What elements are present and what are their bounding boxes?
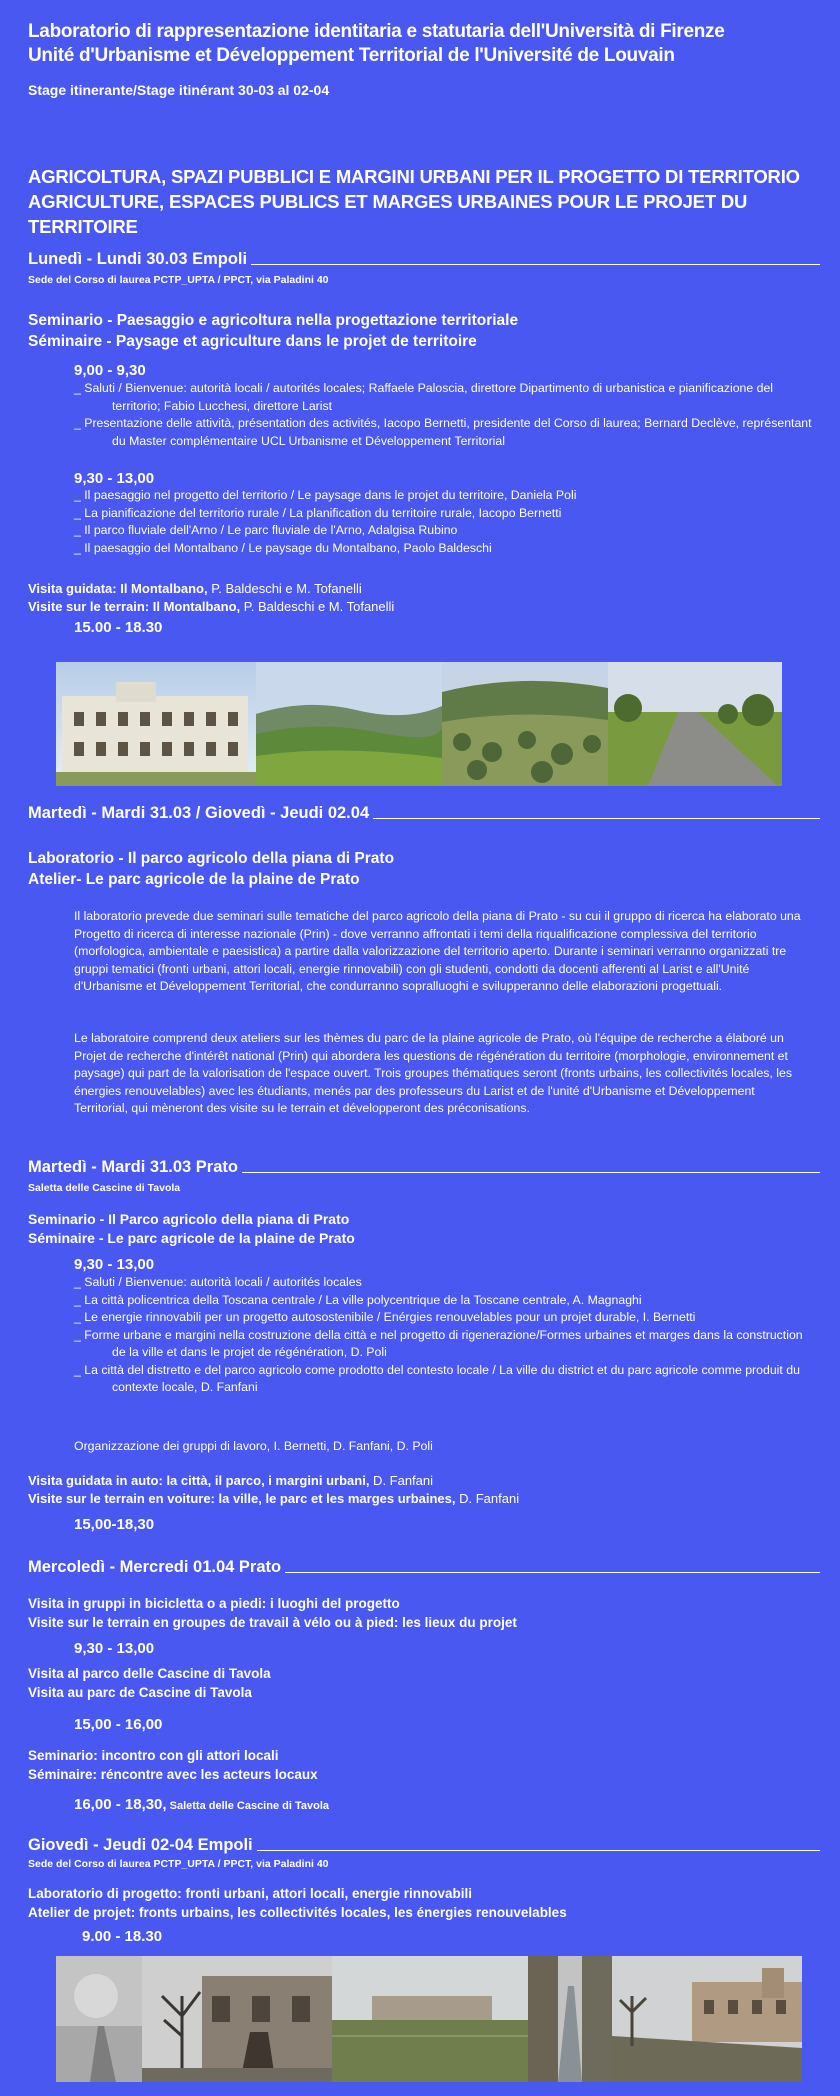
- day3-location: Saletta delle Cascine di Tavola: [28, 1182, 181, 1194]
- day1-heading-text: Lunedì - Lundi 30.03 Empoli: [28, 250, 248, 268]
- day4-heading-text: Mercoledì - Mercredi 01.04 Prato: [28, 1558, 282, 1576]
- day2-lab-fr: Atelier- Le parc agricole de la plaine de Prato: [28, 871, 360, 888]
- villa-photo: [56, 662, 256, 786]
- day5-location: Sede del Corso di laurea PCTP_UPTA / PPCT, via Paladini 40: [28, 1858, 329, 1870]
- day1-time-2: 9,30 - 13,00: [74, 470, 155, 487]
- list-item: _ La pianificazione del territorio rurale / La planification du territoire rurale, Iacopo Bernetti: [74, 505, 562, 520]
- day3-heading-text: Martedì - Mardi 31.03 Prato: [28, 1158, 238, 1176]
- day1-heading: [28, 250, 820, 269]
- day1-time-1: 9,00 - 9,30: [74, 362, 146, 379]
- day1-items-1: [74, 380, 814, 450]
- day3-heading: [28, 1158, 820, 1177]
- divider: [257, 1850, 820, 1851]
- list-item: _ Saluti / Bienvenue: autorità locali / autorités locales: [74, 1275, 362, 1289]
- farmhouse-photo: [142, 1956, 332, 2082]
- day5-heading: [28, 1836, 820, 1855]
- header-line-1: Laboratorio di rappresentazione identitaria e statutaria dell'Università di Firenze: [28, 21, 725, 42]
- day3-seminar: [28, 1210, 818, 1248]
- day3-time-2: 15,00-18,30: [74, 1516, 155, 1533]
- country-road-photo: [608, 662, 782, 786]
- day1-seminar-it: Seminario - Paesaggio e agricoltura nella progettazione territoriale: [28, 312, 519, 329]
- list-item: _ Il paesaggio del Montalbano / Le paysage du Montalbano, Paolo Baldeschi: [74, 540, 492, 555]
- day3-visit-it-title: Visita guidata in auto: la città, il parco, i margini urbani,: [28, 1473, 370, 1488]
- day3-time-1: 9,30 - 13,00: [74, 1256, 155, 1273]
- day3-visit-fr-title: Visite sur le terrain en voiture: la ville, le parc et les marges urbaines,: [28, 1491, 456, 1506]
- village-wall-photo: [612, 1956, 802, 2082]
- list-item: _ Il paesaggio nel progetto del territorio / Le paysage dans le projet du territoire, Daniela Poli: [74, 488, 577, 502]
- header: [28, 20, 818, 98]
- day1-visit-fr-guides: P. Baldeschi e M. Tofanelli: [240, 599, 395, 614]
- day2-lab: [28, 848, 818, 890]
- day5-lab-it: Laboratorio di progetto: fronti urbani, attori locali, energie rinnovabili: [28, 1886, 473, 1901]
- day4-seminar-it: Seminario: incontro con gli attori locali: [28, 1748, 279, 1763]
- foggy-path-photo: [56, 1956, 142, 2082]
- day1-visit-it: [28, 580, 818, 598]
- day2-heading: [28, 804, 820, 823]
- divider: [285, 1572, 820, 1573]
- day4-time-2: 15,00 - 16,00: [74, 1716, 163, 1733]
- rural-estate-photo: [332, 1956, 528, 2082]
- list-item: _ Le energie rinnovabili per un progetto autosostenibile / Enérgies renouvelables pour un projet durable, I. Bernetti: [74, 1310, 696, 1324]
- day1-visit-it-guides: P. Baldeschi e M. Tofanelli: [207, 581, 362, 596]
- day4-seminar-fr: Séminaire: réncontre avec les acteurs locaux: [28, 1767, 318, 1782]
- divider: [242, 1172, 820, 1173]
- day1-seminar-fr: Séminaire - Paysage et agriculture dans le projet de territoire: [28, 333, 477, 350]
- day1-visit: [28, 580, 818, 616]
- day4-park: [28, 1664, 818, 1702]
- day2-para-it: Il laboratorio prevede due seminari sulle tematiche del parco agricolo della piana di Prato - su cui il gruppo di ricerca ha elaborato una Progetto di ricerca di interesse nazionale (Prin) - dove verranno affrontati i temi della riqualificazione complessiva del territorio (morfologica, ambientale e paesistica) a partire dalla valorizzazione del territorio aperto. Durante i seminari verranno organizzati tre gruppi tematici (fronti urbani, attori locali, energie rinnovabili) con gli studenti, condotti da docenti afferenti al Larist e all'Unité d'Urbanisme et Développement Territorial, che condurranno sopralluoghi e svilupperanno delle elaborazioni progettuali.: [74, 909, 801, 993]
- day3-visit-fr-guide: D. Fanfani: [455, 1491, 520, 1506]
- list-item: _ La città del distretto e del parco agricolo come prodotto del contesto locale / La ville du district et du parc agricole comme produit du contexte locale, D. Fanfani: [74, 1362, 800, 1394]
- day4-time-3: [74, 1796, 329, 1813]
- header-line-2: Unité d'Urbanisme et Développement Territorial de l'Université de Louvain: [28, 45, 675, 66]
- day3-seminar-it: Seminario - Il Parco agricolo della piana di Prato: [28, 1211, 350, 1227]
- list-item: _ Presentazione delle attività, présentation des activités, Iacopo Bernetti, presidente del Corso di laurea; Bernard Declève, représentant du Master complémentaire UCL Urbanisme et Développement Territorial: [74, 416, 812, 448]
- photo-strip-1: [56, 662, 782, 786]
- divider: [373, 818, 820, 819]
- day4-visit-fr: Visite sur le terrain en groupes de travail à vélo ou à pied: les lieux du projet: [28, 1615, 517, 1630]
- olive-grove-photo: [442, 662, 608, 786]
- day4-heading: [28, 1558, 820, 1577]
- day3-organisation: Organizzazione dei gruppi di lavoro, I. Bernetti, D. Fanfani, D. Poli: [74, 1439, 433, 1453]
- divider: [251, 264, 820, 265]
- list-item: _ Forme urbane e margini nella costruzione della città e nel progetto di rigenerazione/Formes urbaines et marges dans la construction de la ville et dans le projet de régénération, D. Poli: [74, 1327, 803, 1359]
- day3-visit-it-guide: D. Fanfani: [369, 1473, 434, 1488]
- day1-time-3: 15.00 - 18.30: [74, 619, 163, 636]
- list-item: _ Il parco fluviale dell'Arno / Le parc fluviale de l'Arno, Adalgisa Rubino: [74, 523, 458, 537]
- main-title: [28, 164, 828, 239]
- day4-visit-it: Visita in gruppi in bicicletta o a piedi: i luoghi del progetto: [28, 1596, 400, 1611]
- day3-visit-it: [28, 1472, 818, 1490]
- day3-items: [74, 1274, 814, 1397]
- day1-visit-fr: [28, 598, 818, 616]
- day3-seminar-fr: Séminaire - Le parc agricole de la plaine de Prato: [28, 1230, 355, 1246]
- list-item: _ La città policentrica della Toscana centrale / La ville polycentrique de la Toscane centrale, A. Magnaghi: [74, 1292, 642, 1307]
- day1-visit-fr-title: Visite sur le terrain: Il Montalbano,: [28, 599, 241, 614]
- day3-visit-fr: [28, 1490, 818, 1508]
- day1-visit-it-title: Visita guidata: Il Montalbano,: [28, 581, 208, 596]
- day4-time-1: 9,30 - 13,00: [74, 1640, 155, 1657]
- hills-photo: [256, 662, 442, 786]
- day2-heading-text: Martedì - Mardi 31.03 / Giovedì - Jeudi 02.04: [28, 804, 370, 822]
- canal-photo: [528, 1956, 612, 2082]
- day4-visit: [28, 1594, 818, 1632]
- photo-strip-2: [56, 1956, 802, 2082]
- day1-items-2: [74, 487, 814, 557]
- day5-lab-fr: Atelier de projet: fronts urbains, les collectivités locales, les énergies renouvelables: [28, 1905, 567, 1920]
- day4-time-3-text: 16,00 - 18,30,: [74, 1796, 167, 1813]
- day4-park-it: Visita al parco delle Cascine di Tavola: [28, 1666, 271, 1681]
- day5-heading-text: Giovedì - Jeudi 02-04 Empoli: [28, 1836, 253, 1854]
- day4-seminar: [28, 1746, 818, 1784]
- day4-park-fr: Visita au parc de Cascine di Tavola: [28, 1685, 252, 1700]
- day1-location: Sede del Corso di laurea PCTP_UPTA / PPCT, via Paladini 40: [28, 274, 329, 286]
- day3-visit: [28, 1472, 818, 1508]
- list-item: _ Saluti / Bienvenue: autorità locali / autorités locales; Raffaele Paloscia, direttore Dipartimento di urbanistica e pianificazione del territorio; Fabio Lucchesi, direttore Larist: [74, 381, 774, 413]
- main-title-line-2: AGRICULTURE, ESPACES PUBLICS ET MARGES URBAINES POUR LE PROJET DU TERRITOIRE: [28, 191, 748, 237]
- day1-seminar: [28, 310, 818, 352]
- day5-lab: [28, 1884, 818, 1922]
- day2-lab-it: Laboratorio - Il parco agricolo della piana di Prato: [28, 850, 395, 867]
- day2-para-fr: Le laboratoire comprend deux ateliers sur les thèmes du parc de la plaine agricole de Prato, où l'équipe de recherche a élaboré un Projet de recherche d'intérêt national (Prin) qui abordera les questions de régénération du territoire (morphologie, environnement et paysage) qui part de la valorisation de l'espace ouvert. Trois groupes thématiques seront (fronts urbains, les collectivités locales, les énergies renouvelables) avec les étudiants, menés par des professeurs du Larist et de l'unité d'Urbanisme et Développement Territorial, qui mèneront des visite su le terrain et développeront des préconisations.: [74, 1031, 792, 1115]
- main-title-line-1: AGRICOLTURA, SPAZI PUBBLICI E MARGINI URBANI PER IL PROGETTO DI TERRITORIO: [28, 166, 800, 187]
- day5-time-1: 9.00 - 18.30: [82, 1928, 163, 1945]
- stage-dates: Stage itinerante/Stage itinérant 30-03 al 02-04: [28, 82, 330, 98]
- day4-time-3-location: Saletta delle Cascine di Tavola: [166, 1800, 329, 1812]
